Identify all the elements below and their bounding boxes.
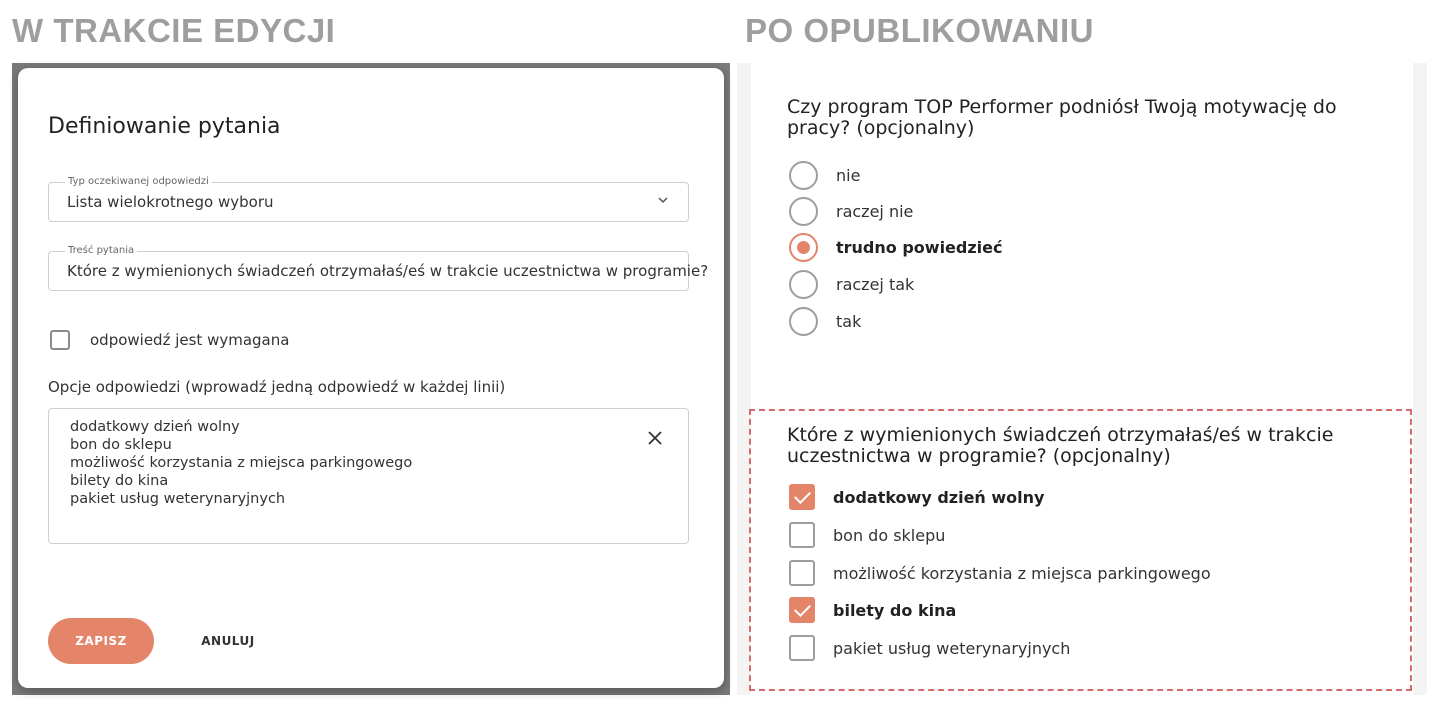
radio-option-label: tak xyxy=(836,311,862,331)
radio-button[interactable] xyxy=(789,307,818,336)
checkbox-option[interactable] xyxy=(789,633,1070,663)
options-list xyxy=(70,418,412,508)
question-content-input[interactable] xyxy=(48,245,709,291)
checkbox-option[interactable] xyxy=(789,482,1044,512)
radio-option[interactable] xyxy=(789,232,1002,262)
checkbox[interactable] xyxy=(789,522,815,548)
dialog-title: Definiowanie pytania xyxy=(48,114,281,139)
option-line: bon do sklepu xyxy=(70,437,172,453)
option-line: możliwość korzystania z miejsca parkingowego xyxy=(70,455,413,471)
checkbox-option-label: dodatkowy dzień wolny xyxy=(833,487,1045,507)
answer-type-value: Lista wielokrotnego wyboru xyxy=(67,193,274,211)
option-line: pakiet usług weterynaryjnych xyxy=(70,491,286,507)
radio-option-label: raczej nie xyxy=(836,201,914,221)
option-line: bilety do kina xyxy=(70,473,169,489)
checkbox-checked[interactable] xyxy=(789,597,815,623)
question-definition-dialog xyxy=(18,68,724,688)
checkbox-option-label: pakiet usług weterynaryjnych xyxy=(833,638,1071,658)
options-label: Opcje odpowiedzi (wprowadź jedną odpowiedź w każdej linii) xyxy=(48,378,506,396)
question-1-title: Czy program TOP Performer podniósł Twoją motywację do pracy? (opcjonalny) xyxy=(787,96,1337,139)
close-icon[interactable] xyxy=(648,431,662,445)
save-button[interactable]: ZAPISZ xyxy=(48,618,154,664)
chevron-down-icon[interactable] xyxy=(658,195,668,205)
form-sheet xyxy=(751,63,1413,695)
published-form-panel xyxy=(737,63,1427,695)
radio-option[interactable] xyxy=(789,196,913,226)
option-line: dodatkowy dzień wolny xyxy=(70,419,240,435)
radio-option-label: nie xyxy=(836,165,861,185)
question-content-label: Treść pytania xyxy=(65,245,137,257)
cancel-button[interactable]: ANULUJ xyxy=(190,618,266,664)
radio-option-label: raczej tak xyxy=(836,274,915,294)
required-checkbox-row[interactable] xyxy=(50,328,289,352)
question-2-title: Które z wymienionych świadczeń otrzymałaś/eś w trakcie uczestnictwa w programie? (opcjonalny) xyxy=(787,424,1334,467)
radio-button[interactable] xyxy=(789,197,818,226)
published-heading: PO OPUBLIKOWANIU xyxy=(745,12,1095,49)
answer-type-select[interactable] xyxy=(48,176,689,222)
required-checkbox[interactable] xyxy=(50,330,70,350)
editing-heading: W TRAKCIE EDYCJI xyxy=(12,12,336,49)
radio-option-label: trudno powiedzieć xyxy=(836,237,1003,257)
required-checkbox-label: odpowiedź jest wymagana xyxy=(90,331,290,349)
checkbox-checked[interactable] xyxy=(789,484,815,510)
options-textarea[interactable] xyxy=(48,408,689,544)
checkbox[interactable] xyxy=(789,560,815,586)
checkbox-option[interactable] xyxy=(789,595,956,625)
checkbox-option[interactable] xyxy=(789,558,1211,588)
checkbox-option-label: możliwość korzystania z miejsca parkingowego xyxy=(833,563,1211,583)
radio-button[interactable] xyxy=(789,161,818,190)
radio-button[interactable] xyxy=(789,270,818,299)
radio-button-selected[interactable] xyxy=(789,233,818,262)
radio-option[interactable] xyxy=(789,306,861,336)
radio-option[interactable] xyxy=(789,160,860,190)
radio-option[interactable] xyxy=(789,269,914,299)
checkbox-option-label: bon do sklepu xyxy=(833,525,946,545)
answer-type-label: Typ oczekiwanej odpowiedzi xyxy=(65,176,212,188)
checkbox[interactable] xyxy=(789,635,815,661)
checkbox-option[interactable] xyxy=(789,520,945,550)
question-content-value: Które z wymienionych świadczeń otrzymałaś/eś w trakcie uczestnictwa w programie? xyxy=(67,262,709,280)
checkbox-option-label: bilety do kina xyxy=(833,600,957,620)
